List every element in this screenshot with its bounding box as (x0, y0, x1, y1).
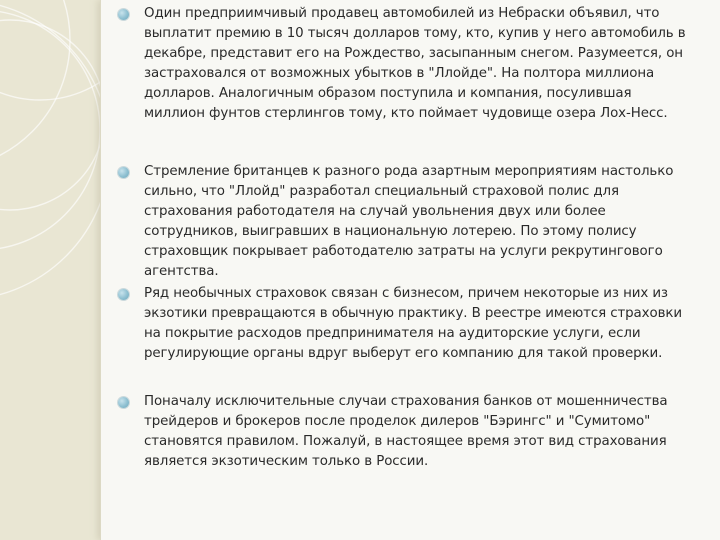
bullet-item (108, 162, 694, 282)
deco-circle-1 (0, 0, 110, 300)
bullet-text: Поначалу исключительные случаи страхования банков от мошенничества трейдеров и брокеров после проделок дилеров "Бэрингс" и "Сумитомо" становятся правилом. Пожалуй, в настоящее время этот вид страхования является экзотическим только в России. (144, 394, 668, 469)
deco-circle-3 (0, 20, 105, 210)
bullet-icon (118, 397, 129, 408)
bullet-text: Ряд необычных страховок связан с бизнесом, причем некоторые из них из экзотики превращаются в обычную практику. В реестре имеются страховки на покрытие расходов предпринимателя на аудиторские услуги, если регулирующие органы вдруг выберут его компанию для такой проверки. (144, 286, 682, 361)
bullet-item (108, 284, 694, 364)
bullet-text: Стремление британцев к разного рода азартным мероприятиям настолько сильно, что "Ллойд" разработал специальный страховой полис для страхования работодателя на случай увольнения двух или более сотрудников, выигравших в национальную лотерею. По этому полису страховщик покрывает работодателю затраты на услуги рекрутингового агентства. (144, 164, 674, 279)
deco-circle-2 (0, 10, 100, 250)
bullet-icon (118, 289, 129, 300)
bullet-item (108, 4, 694, 124)
deco-circle-4 (0, 0, 70, 170)
bullet-text: Один предприимчивый продавец автомобилей из Небраски объявил, что выплатит премию в 10 тысяч долларов тому, кто, купив у него автомобиль в декабре, представит его на Рождество, засыпанным снегом. Разумеется, он застраховался от возможных убытков в "Ллойде". На полтора миллиона долларов. Аналогичным образом поступила и компания, посулившая миллион фунтов стерлингов тому, кто поймает чудовище озера Лох-Несс. (144, 6, 686, 121)
bullet-icon (118, 167, 129, 178)
bullet-icon (118, 9, 129, 20)
bullet-item (108, 392, 694, 472)
